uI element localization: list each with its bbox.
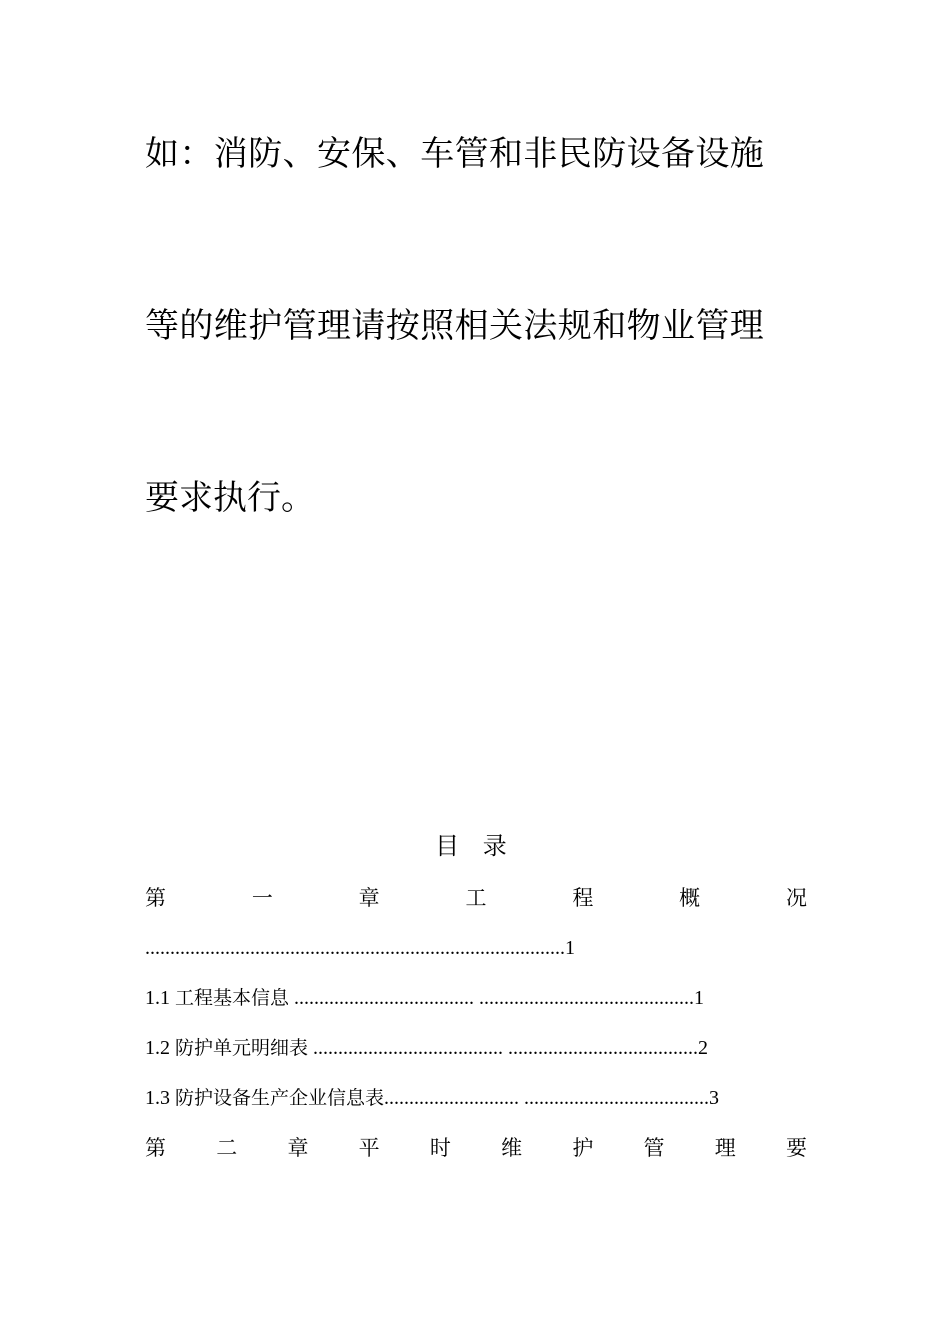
toc-char: 理 bbox=[714, 1136, 736, 1160]
toc-entry-1-1[interactable] bbox=[145, 984, 704, 1012]
toc-char: 护 bbox=[572, 1136, 594, 1160]
toc-char: 章 bbox=[287, 1136, 309, 1160]
toc-char: 时 bbox=[429, 1136, 451, 1160]
toc-char: 第 bbox=[145, 886, 166, 910]
toc-chapter-1-leader[interactable]: ....................................................................................1 bbox=[145, 937, 575, 959]
toc-entry-label: 工程基本信息 bbox=[175, 987, 290, 1009]
toc-entry-number: 1.3 bbox=[145, 1087, 170, 1109]
toc-chapter-1-heading[interactable] bbox=[145, 884, 807, 912]
toc-char: 程 bbox=[572, 886, 594, 910]
toc-char: 一 bbox=[251, 886, 273, 910]
toc-entry-1-2[interactable] bbox=[145, 1034, 708, 1062]
toc-entry-number: 1.2 bbox=[145, 1037, 170, 1059]
toc-char: 概 bbox=[679, 886, 701, 910]
toc-title: 目 录 bbox=[435, 832, 515, 860]
toc-entry-leader: .................................... ........................................... bbox=[289, 987, 695, 1009]
body-text-line-1: 如：消防、安保、车管和非民防设备设施 bbox=[145, 134, 765, 174]
toc-entry-number: 1.1 bbox=[145, 987, 170, 1009]
body-text-line-3: 要求执行。 bbox=[145, 478, 315, 518]
toc-entry-1-3[interactable] bbox=[145, 1084, 719, 1112]
toc-char: 二 bbox=[216, 1136, 238, 1160]
toc-entry-page: 3 bbox=[709, 1087, 720, 1109]
toc-char: 章 bbox=[358, 886, 380, 910]
toc-chapter-2-heading[interactable] bbox=[145, 1134, 807, 1162]
toc-entry-leader: ...................................... ...................................... bbox=[308, 1037, 699, 1059]
toc-char: 平 bbox=[358, 1136, 380, 1160]
toc-char: 工 bbox=[465, 886, 487, 910]
body-text-line-2: 等的维护管理请按照相关法规和物业管理 bbox=[145, 306, 765, 346]
toc-entry-page: 1 bbox=[694, 987, 705, 1009]
toc-entry-leader: ........................... ..................................... bbox=[384, 1087, 710, 1109]
toc-char: 管 bbox=[643, 1136, 665, 1160]
toc-entry-label: 防护设备生产企业信息表 bbox=[175, 1087, 385, 1109]
toc-char: 要 bbox=[785, 1136, 807, 1160]
toc-entry-page: 2 bbox=[698, 1037, 709, 1059]
toc-char: 维 bbox=[501, 1136, 523, 1160]
toc-char: 况 bbox=[785, 886, 807, 910]
toc-entry-label: 防护单元明细表 bbox=[175, 1037, 309, 1059]
toc-char: 第 bbox=[145, 1136, 166, 1160]
